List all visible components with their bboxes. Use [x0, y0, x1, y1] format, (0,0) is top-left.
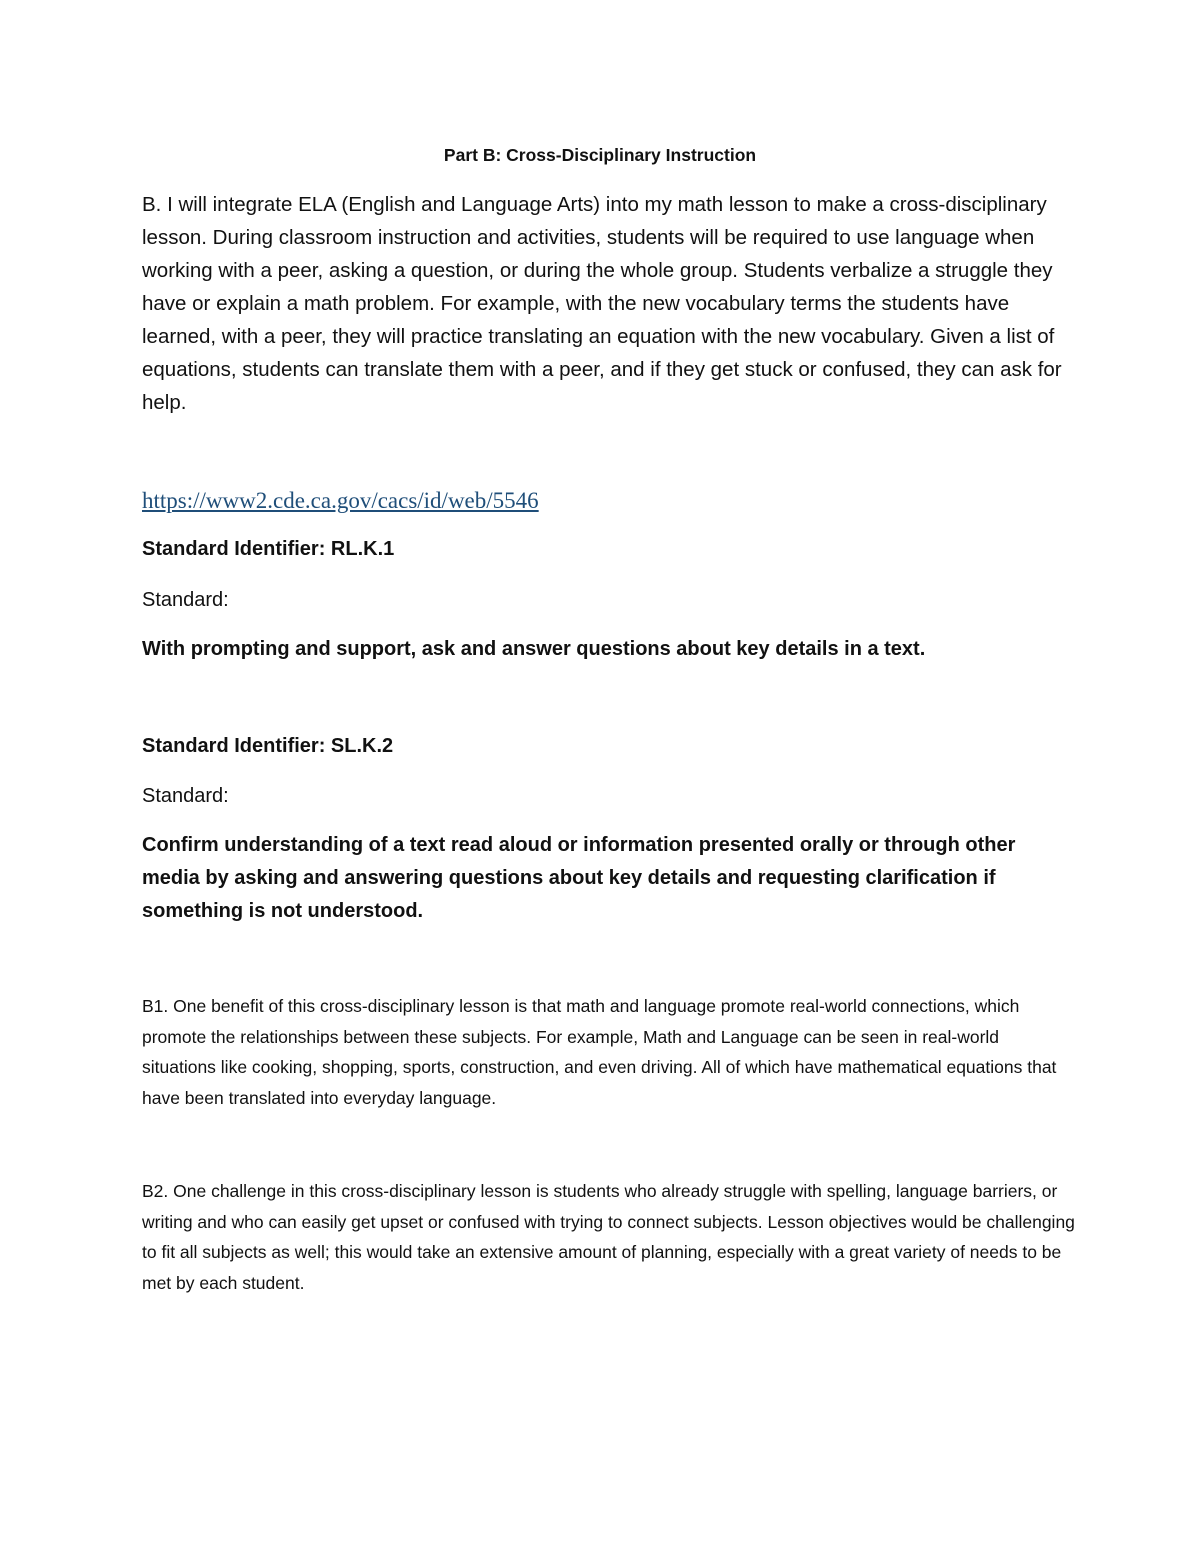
standard-text-rl: With prompting and support, ask and answer questions about key details in a text. [142, 638, 926, 660]
document-title: Part B: Cross-Disciplinary Instruction [443, 145, 757, 165]
intro-paragraph: B. I will integrate ELA (English and Language Arts) into my math lesson to make a cross-disciplinary lesson. During classroom instruction and activities, students will be required to use language when working with a peer, asking a question, or during the whole group. Students verbalize a struggle they have or explain a math problem. For example, with the new vocabulary terms the students have learned, with a peer, they will practice translating an equation with the new vocabulary. Given a list of equations, students can translate them with a peer, and if they get stuck or confused, they can ask for help. [142, 193, 1062, 414]
standards-link[interactable]: https://www2.cde.ca.gov/cacs/id/web/5546 [142, 488, 539, 513]
standard-label-rl: Standard: [142, 589, 229, 611]
standard-label-sl: Standard: [142, 785, 229, 807]
standard-text-sl: Confirm understanding of a text read aloud or information presented orally or through other media by asking and answering questions about key details and requesting clarification if something is not understood. [142, 834, 1016, 922]
b2-paragraph: B2. One challenge in this cross-disciplinary lesson is students who already struggle with spelling, language barriers, or writing and who can easily get upset or confused with trying to connect subjects. Lesson objectives would be challenging to fit all subjects as well; this would take an extensive amount of planning, especially with a great variety of needs to be met by each student. [142, 1181, 1075, 1293]
b1-paragraph: B1. One benefit of this cross-disciplinary lesson is that math and language promote real-world connections, which promote the relationships between these subjects. For example, Math and Language can be seen in real-world situations like cooking, shopping, sports, construction, and even driving. All of which have mathematical equations that have been translated into everyday language. [142, 996, 1057, 1108]
standard-identifier-sl: Standard Identifier: SL.K.2 [142, 735, 394, 757]
standard-identifier-rl: Standard Identifier: RL.K.1 [142, 538, 395, 560]
